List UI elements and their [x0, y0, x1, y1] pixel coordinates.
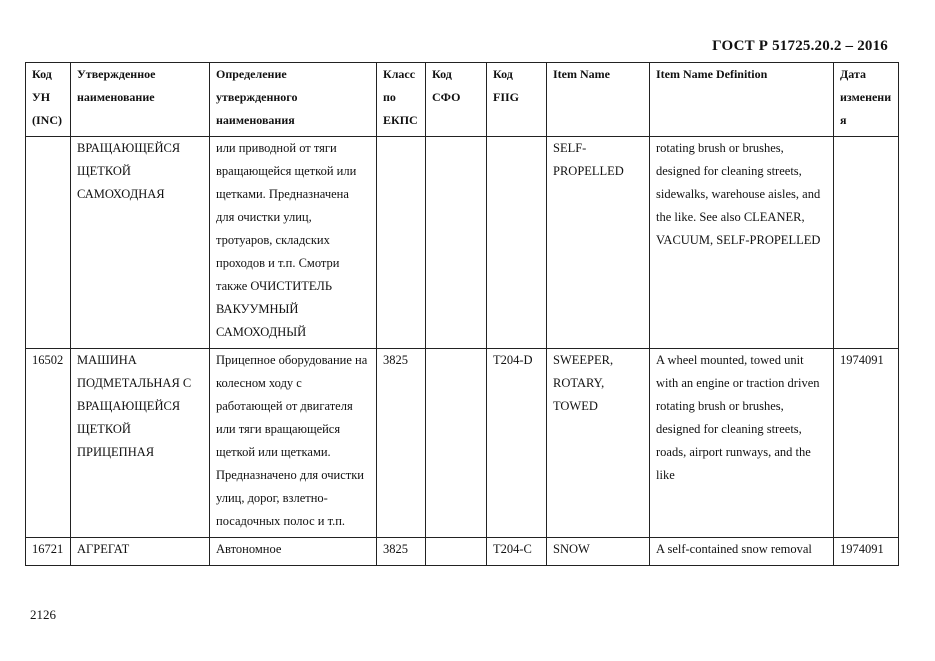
table-row: [26, 137, 899, 349]
header-fiig: Код FIIG: [487, 63, 547, 137]
cell-item-name: SNOW: [547, 538, 650, 566]
header-inc: Код УН (INC): [26, 63, 71, 137]
cell-class: 3825: [377, 349, 426, 538]
cell-item-definition: rotating brush or brushes, designed for cleaning streets, sidewalks, warehouse aisles, and the like. See also CLEANER, VACUUM, SELF-PROPELLED: [650, 137, 834, 349]
cell-item-name: SWEEPER, ROTARY, TOWED: [547, 349, 650, 538]
header-definition: Определение утвержденного наименования: [210, 63, 377, 137]
cell-fiig: T204-C: [487, 538, 547, 566]
cell-definition: Автономное: [210, 538, 377, 566]
cell-approved-name: АГРЕГАТ: [71, 538, 210, 566]
cell-sfo: [426, 538, 487, 566]
cell-class: [377, 137, 426, 349]
standard-designation: ГОСТ Р 51725.20.2 – 2016: [712, 38, 888, 54]
header-row: [26, 63, 899, 137]
header-date: Дата изменения: [834, 63, 899, 137]
cell-fiig: T204-D: [487, 349, 547, 538]
cell-date: 1974091: [834, 538, 899, 566]
cell-date: [834, 137, 899, 349]
nomenclature-table: [25, 62, 899, 566]
cell-fiig: [487, 137, 547, 349]
header-item-definition: Item Name Definition: [650, 63, 834, 137]
cell-approved-name: ВРАЩАЮЩЕЙСЯ ЩЕТКОЙ САМОХОДНАЯ: [71, 137, 210, 349]
page-number: 2126: [30, 607, 56, 622]
table-row: [26, 538, 899, 566]
header-item-name: Item Name: [547, 63, 650, 137]
cell-item-definition: A wheel mounted, towed unit with an engine or traction driven rotating brush or brushes, designed for cleaning streets, roads, airport runways, and the like: [650, 349, 834, 538]
header-class: Класс по ЕКПС: [377, 63, 426, 137]
cell-class: 3825: [377, 538, 426, 566]
table-row: [26, 349, 899, 538]
cell-item-definition: A self-contained snow removal: [650, 538, 834, 566]
header-approved-name: Утвержденное наименование: [71, 63, 210, 137]
cell-sfo: [426, 349, 487, 538]
cell-date: 1974091: [834, 349, 899, 538]
header-sfo: Код СФО: [426, 63, 487, 137]
cell-definition: или приводной от тяги вращающейся щеткой или щетками. Предназначена для очистки улиц, тротуаров, складских проходов и т.п. Смотри также ОЧИСТИТЕЛЬ ВАКУУМНЫЙ САМОХОДНЫЙ: [210, 137, 377, 349]
cell-inc: 16502: [26, 349, 71, 538]
cell-item-name: SELF-PROPELLED: [547, 137, 650, 349]
cell-definition: Прицепное оборудование на колесном ходу с работающей от двигателя или тяги вращающейся щеткой или щетками. Предназначено для очистки улиц, дорог, взлетно-посадочных полос и т.п.: [210, 349, 377, 538]
cell-inc: [26, 137, 71, 349]
cell-approved-name: МАШИНА ПОДМЕТАЛЬНАЯ С ВРАЩАЮЩЕЙСЯ ЩЕТКОЙ ПРИЦЕПНАЯ: [71, 349, 210, 538]
cell-inc: 16721: [26, 538, 71, 566]
cell-sfo: [426, 137, 487, 349]
